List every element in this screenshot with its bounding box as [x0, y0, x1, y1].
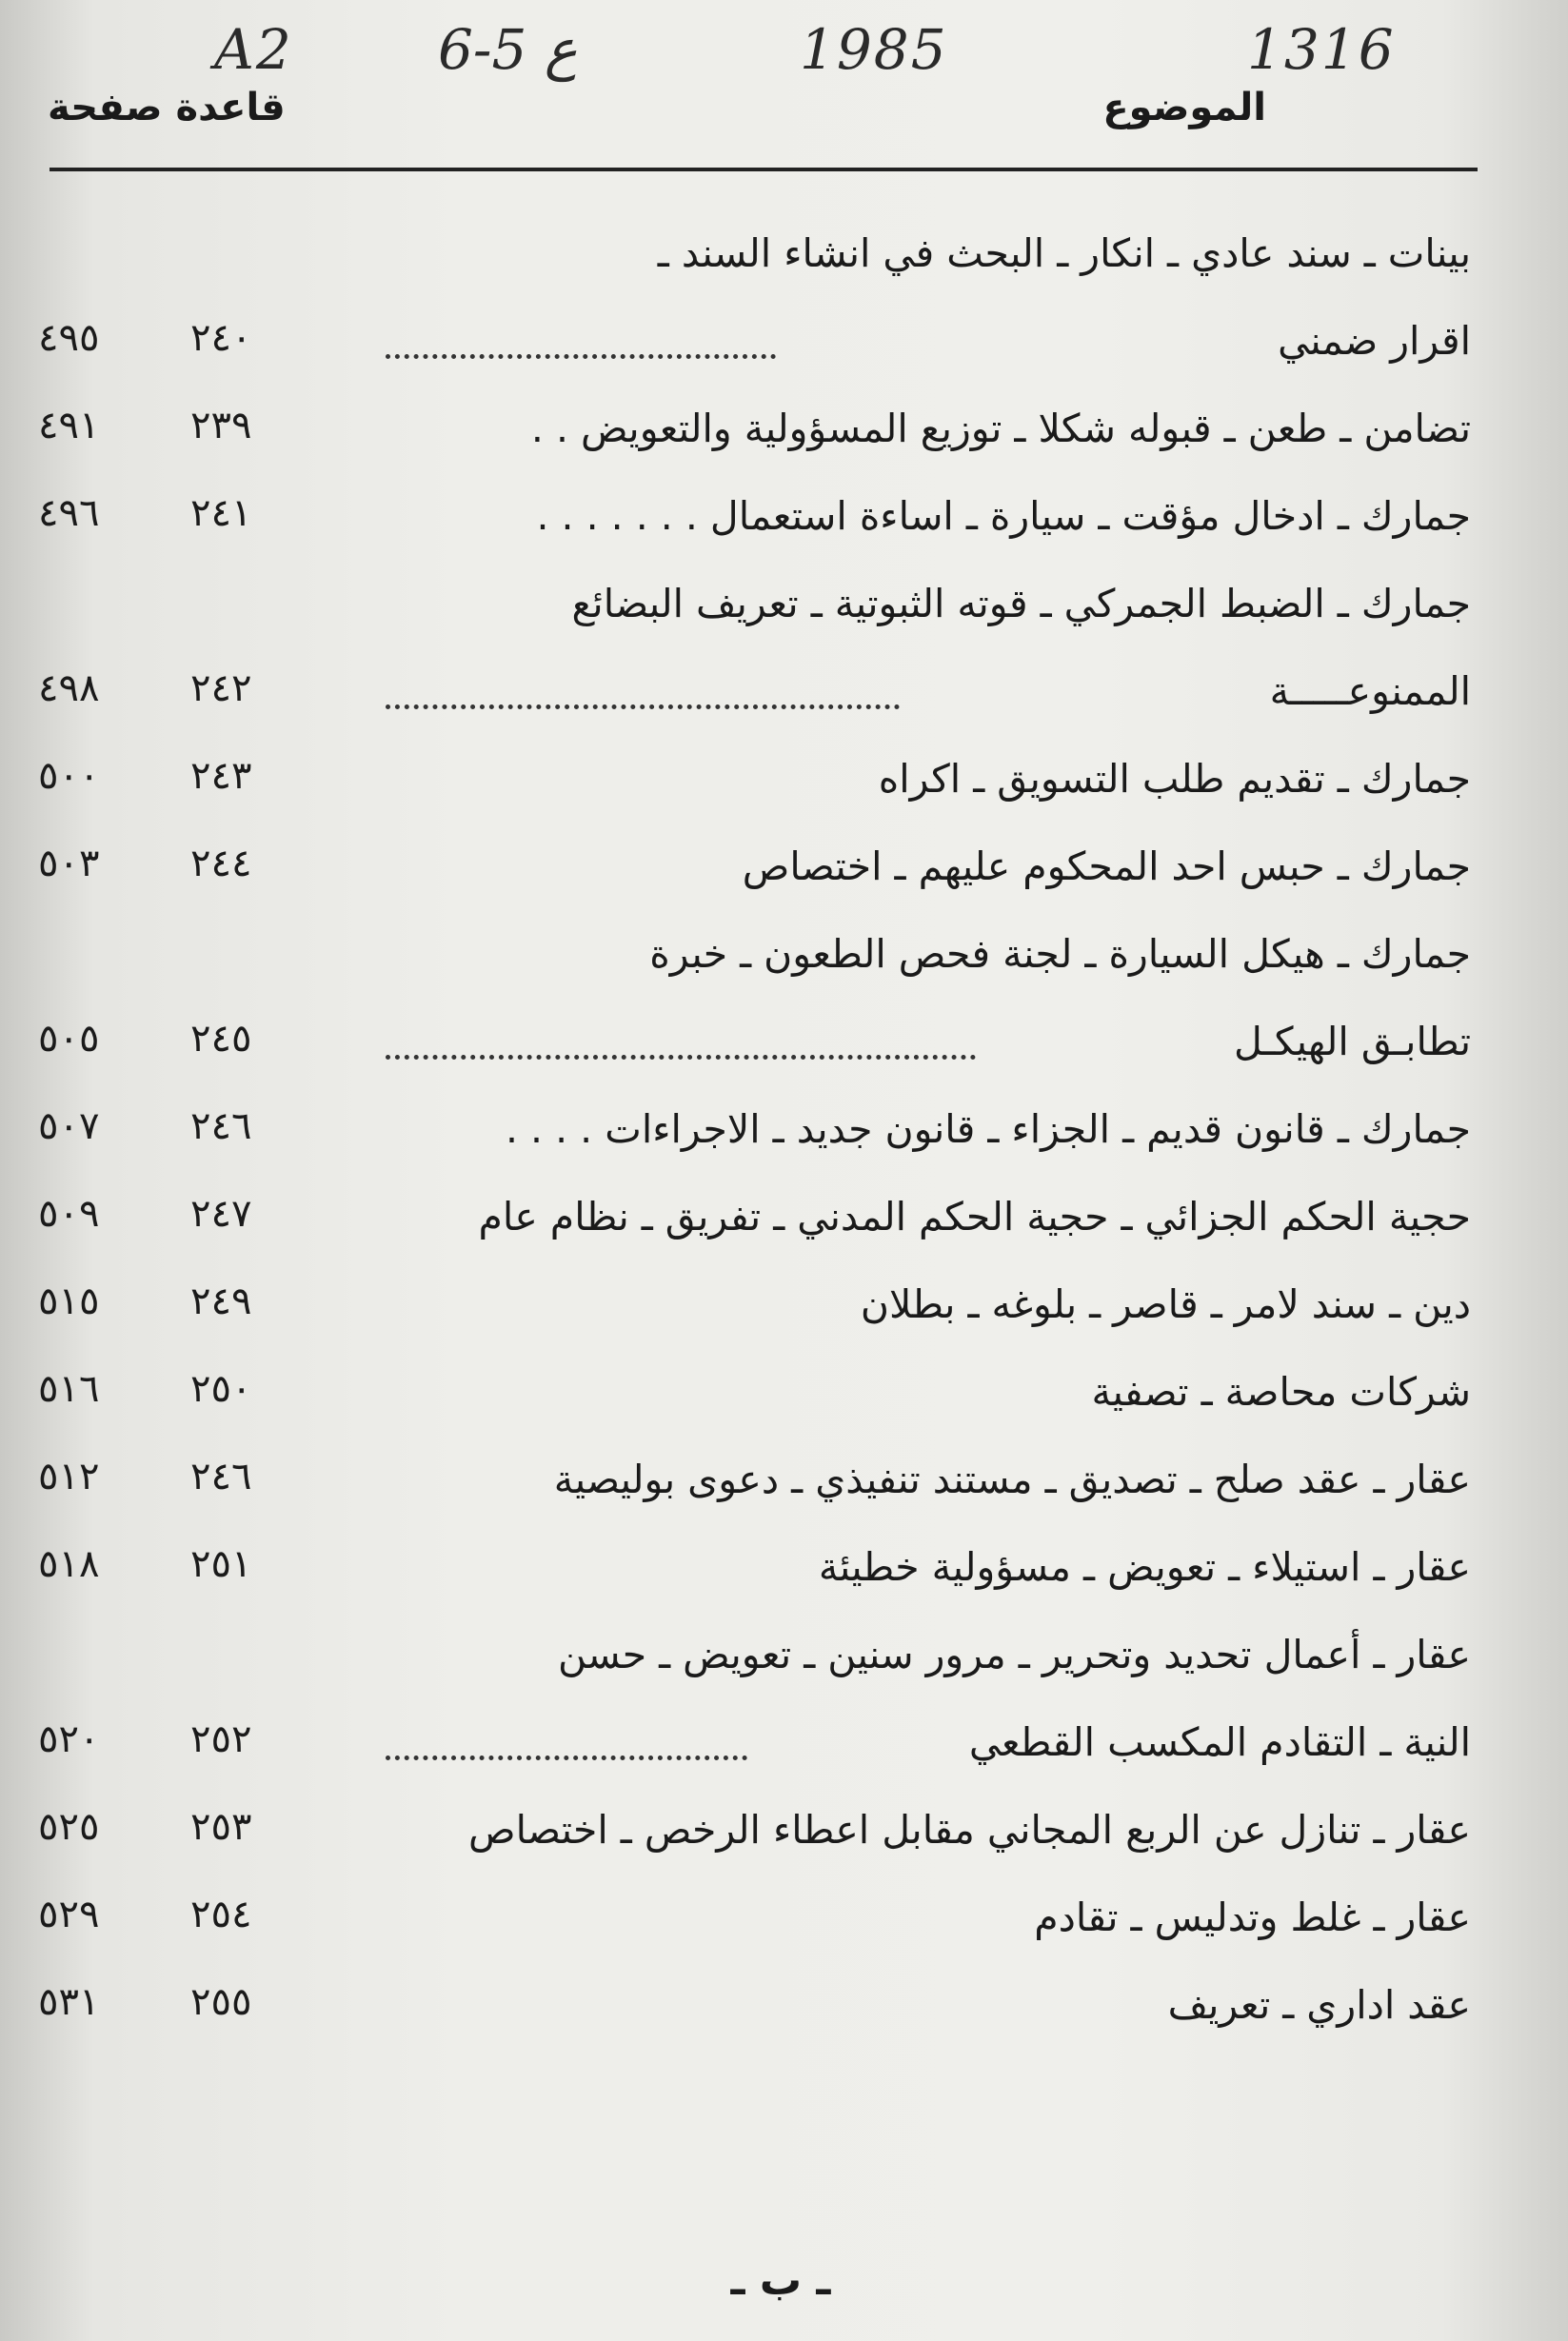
- entry-rule-number: ٢٤٢: [190, 666, 252, 710]
- handwritten-year: 1985: [800, 17, 948, 82]
- entry-topic-text: النية ـ التقادم المكسب القطعي: [968, 1719, 1471, 1765]
- entry-topic-text: عقار ـ استيلاء ـ تعويض ـ مسؤولية خطيئة: [818, 1544, 1471, 1590]
- index-entry: [0, 209, 1568, 385]
- entry-page-number: ٤٩٥: [38, 316, 100, 360]
- index-entry: [0, 1436, 1568, 1523]
- entry-topic-text: عقار ـ عقد صلح ـ تصديق ـ مستند تنفيذي ـ دعوى بوليصية: [553, 1457, 1471, 1502]
- entry-topic-text: تطابـق الهيكـل: [1233, 1019, 1471, 1064]
- entry-page-number: ٤٩٨: [38, 666, 100, 710]
- entry-page-number: ٥٠٩: [38, 1192, 100, 1236]
- entry-topic-text: الممنوعـــــة: [1269, 668, 1471, 714]
- index-entry: [0, 1786, 1568, 1874]
- entry-final-line: [0, 472, 1568, 560]
- entry-final-line: [0, 1260, 1568, 1348]
- entry-topic-text: دين ـ سند لامر ـ قاصر ـ بلوغه ـ بطلان: [860, 1281, 1471, 1327]
- page-marker: ـ ب ـ: [730, 2256, 831, 2305]
- entry-line: [0, 1611, 1568, 1698]
- index-entry: [0, 1260, 1568, 1348]
- entry-final-line: [0, 1698, 1568, 1786]
- entry-rule-number: ٢٤٦: [190, 1104, 252, 1148]
- entry-page-number: ٥٠٠: [38, 754, 100, 798]
- header-columns-label: قاعدة صفحة: [48, 86, 286, 129]
- index-entry: [0, 560, 1568, 735]
- entry-topic-text: بينات ـ سند عادي ـ انكار ـ البحث في انشاء السند ـ: [657, 230, 1471, 276]
- entry-page-number: ٥٢٥: [38, 1805, 100, 1849]
- entry-final-line: [0, 1523, 1568, 1611]
- entry-line: [0, 209, 1568, 297]
- entry-page-number: ٥٠٧: [38, 1104, 100, 1148]
- dot-leader: [386, 1026, 976, 1060]
- entry-topic-text: عقار ـ غلط وتدليس ـ تقادم: [1034, 1895, 1471, 1940]
- entry-final-line: [0, 998, 1568, 1085]
- entry-topic-text: جمارك ـ هيكل السيارة ـ لجنة فحص الطعون ـ خبرة: [649, 931, 1471, 977]
- entry-rule-number: ٢٤٦: [190, 1455, 252, 1498]
- entry-rule-number: ٢٤١: [190, 491, 252, 535]
- dot-leader: [386, 326, 776, 359]
- index-entry: [0, 1348, 1568, 1436]
- entry-topic-text: اقرار ضمني: [1278, 318, 1471, 364]
- entry-line: [0, 560, 1568, 647]
- entry-page-number: ٥١٥: [38, 1280, 100, 1323]
- index-header: [48, 86, 1457, 152]
- index-entry: [0, 1961, 1568, 2049]
- entry-rule-number: ٢٤٠: [190, 316, 252, 360]
- index-entry: [0, 735, 1568, 823]
- entry-topic-text: جمارك ـ حبس احد المحكوم عليهم ـ اختصاص: [742, 843, 1471, 889]
- entry-page-number: ٤٩١: [38, 404, 100, 447]
- header-topic-label: الموضوع: [1102, 86, 1266, 129]
- entry-rule-number: ٢٥٠: [190, 1367, 252, 1411]
- header-divider: [50, 168, 1478, 171]
- entry-rule-number: ٢٥٢: [190, 1717, 252, 1761]
- entry-line: [0, 910, 1568, 998]
- index-entry: [0, 910, 1568, 1085]
- entry-topic-text: جمارك ـ قانون قديم ـ الجزاء ـ قانون جديد ـ الاجراءات . . . .: [505, 1106, 1471, 1152]
- index-entry: [0, 1874, 1568, 1961]
- entry-rule-number: ٢٥٤: [190, 1893, 252, 1936]
- entry-page-number: ٥١٦: [38, 1367, 100, 1411]
- entry-final-line: [0, 1173, 1568, 1260]
- entry-final-line: [0, 385, 1568, 472]
- dot-leader: [386, 1727, 747, 1760]
- entry-page-number: ٥١٨: [38, 1542, 100, 1586]
- handwritten-reference: 1316: [1247, 17, 1396, 82]
- entry-rule-number: ٢٥٥: [190, 1980, 252, 2024]
- entry-rule-number: ٢٤٥: [190, 1017, 252, 1061]
- dot-leader: [386, 676, 900, 709]
- index-entry: [0, 1173, 1568, 1260]
- entry-final-line: [0, 1436, 1568, 1523]
- index-entry: [0, 385, 1568, 472]
- entry-topic-text: جمارك ـ تقديم طلب التسويق ـ اكراه: [878, 756, 1471, 802]
- entry-final-line: [0, 1786, 1568, 1874]
- handwritten-date-code: 6-5 ع: [438, 17, 578, 82]
- entry-rule-number: ٢٤٧: [190, 1192, 252, 1236]
- index-entry: [0, 1611, 1568, 1786]
- entry-topic-text: جمارك ـ ادخال مؤقت ـ سيارة ـ اساءة استعمال . . . . . . .: [536, 493, 1471, 539]
- index-entry: [0, 823, 1568, 910]
- entry-topic-text: جمارك ـ الضبط الجمركي ـ قوته الثبوتية ـ تعريف البضائع: [571, 581, 1471, 626]
- entry-final-line: [0, 823, 1568, 910]
- entry-final-line: [0, 735, 1568, 823]
- entry-final-line: [0, 647, 1568, 735]
- entry-rule-number: ٢٤٤: [190, 842, 252, 885]
- index-entry: [0, 472, 1568, 560]
- entry-page-number: ٥٢٩: [38, 1893, 100, 1936]
- entry-page-number: ٥٢٠: [38, 1717, 100, 1761]
- entry-topic-text: تضامن ـ طعن ـ قبوله شكلا ـ توزيع المسؤولية والتعويض . .: [530, 406, 1471, 451]
- entry-page-number: ٥٣١: [38, 1980, 100, 2024]
- entry-final-line: [0, 1085, 1568, 1173]
- index-entry: [0, 1085, 1568, 1173]
- entry-rule-number: ٢٥٣: [190, 1805, 252, 1849]
- entry-topic-text: شركات محاصة ـ تصفية: [1091, 1369, 1471, 1415]
- entry-rule-number: ٢٤٣: [190, 754, 252, 798]
- entry-topic-text: عقار ـ تنازل عن الربع المجاني مقابل اعطاء الرخص ـ اختصاص: [468, 1807, 1471, 1853]
- entry-final-line: [0, 1874, 1568, 1961]
- entry-page-number: ٤٩٦: [38, 491, 100, 535]
- entry-rule-number: ٢٥١: [190, 1542, 252, 1586]
- index-entries: [0, 209, 1568, 2049]
- entry-topic-text: عقد اداري ـ تعريف: [1167, 1982, 1471, 2028]
- entry-page-number: ٥٠٥: [38, 1017, 100, 1061]
- handwritten-mark-left: A2: [214, 17, 293, 82]
- entry-topic-text: عقار ـ أعمال تحديد وتحرير ـ مرور سنين ـ تعويض ـ حسن: [557, 1632, 1471, 1677]
- entry-page-number: ٥٠٣: [38, 842, 100, 885]
- entry-rule-number: ٢٤٩: [190, 1280, 252, 1323]
- entry-rule-number: ٢٣٩: [190, 404, 252, 447]
- entry-topic-text: حجية الحكم الجزائي ـ حجية الحكم المدني ـ تفريق ـ نظام عام: [478, 1194, 1471, 1240]
- entry-final-line: [0, 1961, 1568, 2049]
- entry-final-line: [0, 1348, 1568, 1436]
- index-entry: [0, 1523, 1568, 1611]
- entry-page-number: ٥١٢: [38, 1455, 100, 1498]
- entry-final-line: [0, 297, 1568, 385]
